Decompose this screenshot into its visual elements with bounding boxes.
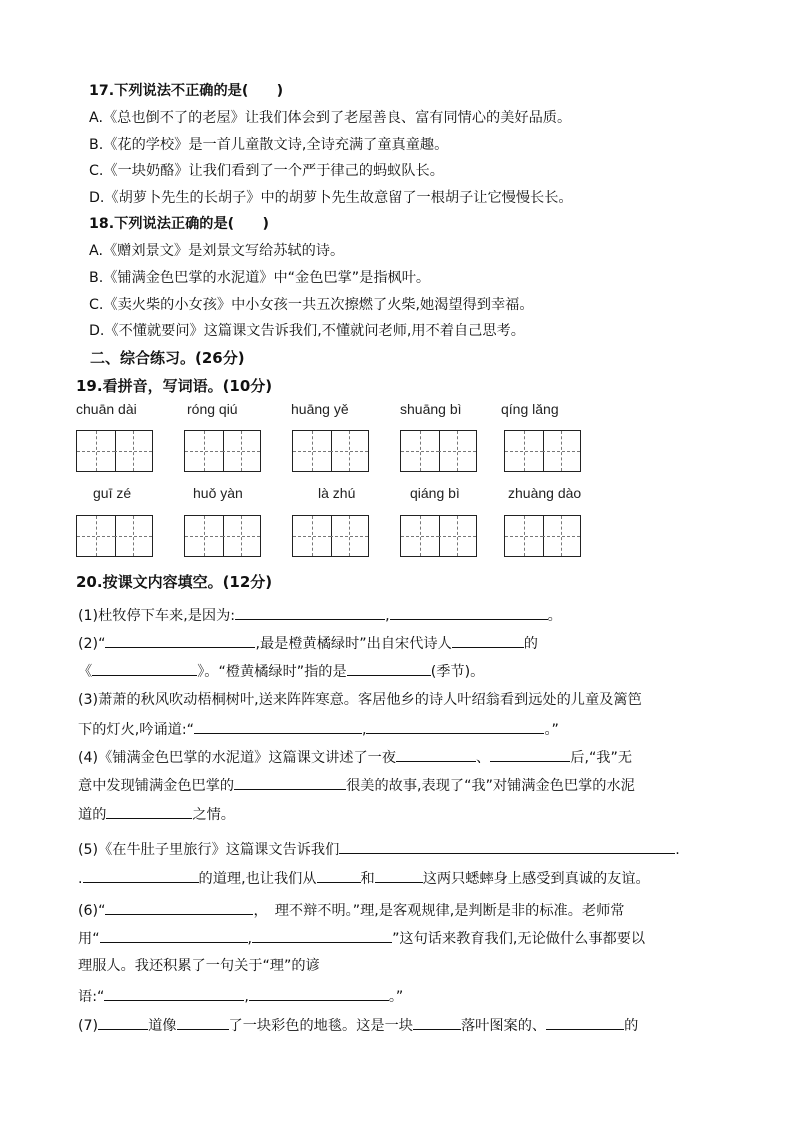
pinyin-label: shuāng bì [400,401,462,417]
answer-blank[interactable] [252,927,392,943]
answer-blank[interactable] [347,660,431,676]
answer-blank[interactable] [390,604,548,620]
answer-blank[interactable] [194,718,362,734]
answer-blank[interactable] [413,1014,461,1030]
pinyin-label: là zhú [318,485,356,501]
q20-item-5-cont: . 的道理,也让我们从 和 这两只蟋蟀身上感受到真诚的友谊。 [78,867,650,889]
pinyin-label: róng qiú [187,401,238,417]
pinyin-label: chuān dài [76,401,137,417]
answer-blank[interactable] [396,746,476,762]
q18-option-b: B.《铺满金色巴掌的水泥道》中“金色巴掌”是指枫叶。 [89,270,431,286]
writing-grid[interactable] [76,430,154,472]
q17-option-b: B.《花的学校》是一首儿童散文诗,全诗充满了童真童趣。 [89,137,449,153]
answer-blank[interactable] [249,985,389,1001]
q20-item-3-cont: 下的灯火,吟诵道:“ , 。” [78,718,559,740]
q19-title: 19.看拼音，写词语。(10分) [76,377,273,395]
answer-blank[interactable] [490,746,570,762]
answer-blank[interactable] [105,632,255,648]
writing-grid[interactable] [504,515,582,557]
q20-item-4-cont: 意中发现铺满金色巴掌的 很美的故事,表现了“我”对铺满金色巴掌的水泥 [78,774,635,796]
writing-grid[interactable] [292,515,370,557]
pinyin-label: zhuàng dào [508,485,582,501]
writing-grid[interactable] [184,515,262,557]
answer-blank[interactable] [235,604,385,620]
writing-grid[interactable] [400,430,478,472]
answer-blank[interactable] [339,838,675,854]
q20-item-4-cont2: 道的 之情。 [78,803,235,825]
q20-item-6-cont: 用“ , ”这句话来教育我们,无论做什么事都要以 [78,927,645,949]
section-heading: 二、综合练习。(26分) [90,349,245,367]
answer-blank[interactable] [106,803,192,819]
answer-blank[interactable] [98,1014,148,1030]
q20-item-6-cont3: 语:“ , 。” [78,985,403,1007]
answer-blank[interactable] [177,1014,229,1030]
answer-blank[interactable] [452,632,524,648]
q18-option-d: D.《不懂就要问》这篇课文告诉我们,不懂就问老师,用不着自己思考。 [89,323,525,339]
answer-blank[interactable] [234,774,346,790]
q17-option-a: A.《总也倒不了的老屋》让我们体会到了老屋善良、富有同情心的美好品质。 [89,110,572,126]
pinyin-label: guī zé [93,485,132,501]
q20-item-4: (4)《铺满金色巴掌的水泥道》这篇课文讲述了一夜 、 后,“我”无 [78,746,632,768]
writing-grid[interactable] [400,515,478,557]
pinyin-label: huǒ yàn [193,485,243,501]
q20-item-2: (2)“ ,最是橙黄橘绿时”出自宋代诗人 的 [78,632,538,654]
answer-blank[interactable] [92,660,197,676]
q20-item-6-cont2: 理服人。我还积累了一句关于“理”的谚 [78,958,320,974]
q20-item-2-cont: 《 》。“橙黄橘绿时”指的是 (季节)。 [78,660,484,682]
answer-blank[interactable] [375,867,423,883]
writing-grid[interactable] [292,430,370,472]
answer-blank[interactable] [317,867,361,883]
answer-blank[interactable] [83,867,199,883]
q17-title: 17.下列说法不正确的是( ) [89,83,284,99]
q17-option-c: C.《一块奶酪》让我们看到了一个严于律己的蚂蚁队长。 [89,163,444,179]
writing-grid[interactable] [76,515,154,557]
writing-grid[interactable] [504,430,582,472]
answer-blank[interactable] [366,718,544,734]
answer-blank[interactable] [546,1014,624,1030]
pinyin-label: qíng lǎng [501,401,559,417]
answer-blank[interactable] [104,985,244,1001]
pinyin-label: huāng yě [291,401,349,417]
q20-item-3: (3)萧萧的秋风吹动梧桐树叶,送来阵阵寒意。客居他乡的诗人叶绍翁看到远处的儿童及篱笆 [78,692,642,708]
q20-item-6: (6)“ ， 理不辩不明。”理,是客观规律,是判断是非的标准。老师常 [78,899,625,921]
answer-blank[interactable] [100,927,248,943]
answer-blank[interactable] [105,899,253,915]
q17-option-d: D.《胡萝卜先生的长胡子》中的胡萝卜先生故意留了一根胡子让它慢慢长长。 [89,190,573,206]
pinyin-label: qiáng bì [410,485,460,501]
q20-item-1: (1)杜牧停下车来,是因为: , 。 [78,604,562,626]
q20-item-5: (5)《在牛肚子里旅行》这篇课文告诉我们 . [78,838,680,860]
q20-item-7: (7) 道像 了一块彩色的地毯。这是一块 落叶图案的、 的 [78,1014,638,1036]
q18-option-c: C.《卖火柴的小女孩》中小女孩一共五次擦燃了火柴,她渴望得到幸福。 [89,297,534,313]
q18-option-a: A.《赠刘景文》是刘景文写给苏轼的诗。 [89,243,345,259]
writing-grid[interactable] [184,430,262,472]
q20-title: 20.按课文内容填空。(12分) [76,573,273,591]
q18-title: 18.下列说法正确的是( ) [89,216,269,232]
